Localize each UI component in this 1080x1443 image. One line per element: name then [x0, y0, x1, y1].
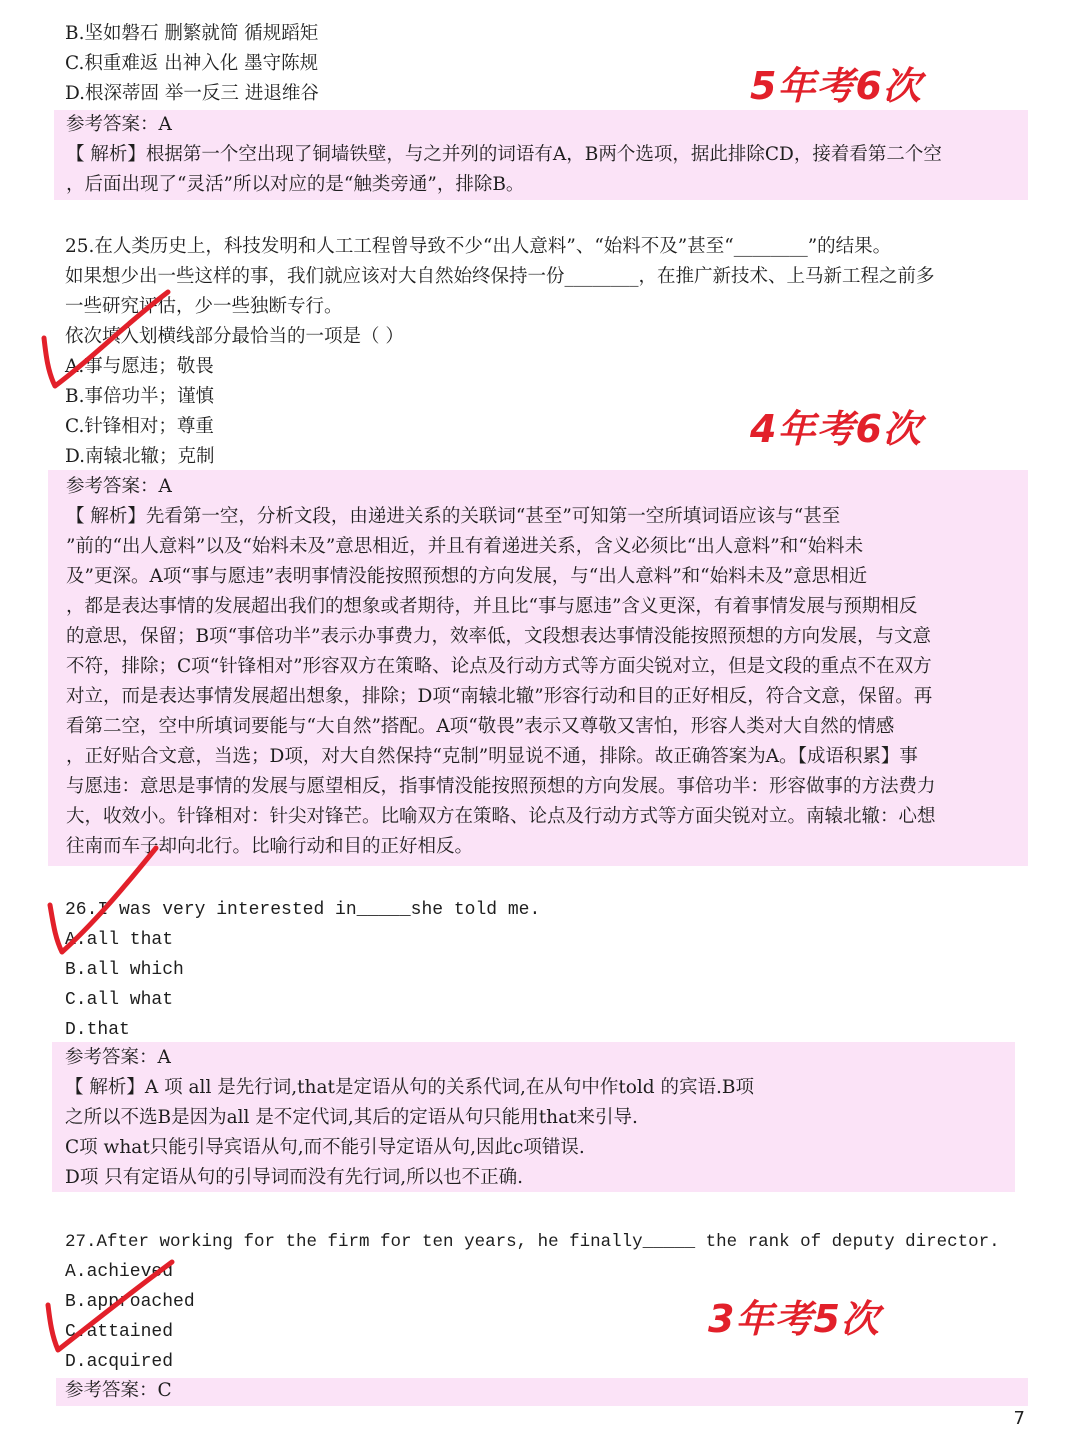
- q25-analysis-line: ，正好贴合文意，当选；D项，对大自然保持“克制”明显说不通，排除。故正确答案为A。【成语积累】事: [66, 746, 918, 767]
- q26-answer: 参考答案：A: [65, 1047, 171, 1068]
- q26-analysis-line: D项 只有定语从句的引导词而没有先行词,所以也不正确.: [65, 1167, 523, 1188]
- q27-option-d: D.acquired: [65, 1352, 174, 1372]
- q25-analysis-line: 不符，排除；C项“针锋相对”形容双方在策略、论点及行动方式等方面尖锐对立，但是文段的重点不在双方: [66, 656, 932, 677]
- q27-answer: 参考答案：C: [65, 1380, 172, 1401]
- q27-stem: 27.After working for the firm for ten years, he finally_____ the rank of deputy director.: [65, 1232, 1000, 1252]
- q24-analysis-line: 【 解析】根据第一个空出现了铜墙铁壁，与之并列的词语有A，B两个选项，据此排除CD，接着看第二个空: [66, 144, 942, 165]
- q25-analysis-line: ”前的“出人意料”以及“始料未及”意思相近，并且有着递进关系，含义必须比“出人意料”和“始料未: [66, 536, 864, 557]
- q24-analysis-line: ，后面出现了“灵活”所以对应的是“触类旁通”，排除B。: [66, 174, 525, 195]
- q25-analysis-line: 大，收效小。针锋相对：针尖对锋芒。比喻双方在策略、论点及行动方式等方面尖锐对立。南辕北辙：心想: [66, 806, 936, 827]
- q24-answer: 参考答案：A: [66, 114, 172, 135]
- q26-analysis-line: 【 解析】A 项 all 是先行词,that是定语从句的关系代词,在从句中作told 的宾语.B项: [65, 1077, 755, 1098]
- q26-stem: 26.I was very interested in_____she told me.: [65, 900, 541, 920]
- q25-stem-line: 如果想少出一些这样的事，我们就应该对大自然始终保持一份________，在推广新技术、上马新工程之前多: [65, 266, 935, 287]
- page-number: 7: [1013, 1408, 1025, 1429]
- q24-option-b: B.坚如磐石 删繁就简 循规蹈矩: [65, 23, 319, 44]
- q25-option-a: A.事与愿违；敬畏: [65, 356, 214, 377]
- q25-option-b: B.事倍功半；谨慎: [65, 386, 214, 407]
- q26-option-b: B.all which: [65, 960, 184, 980]
- q25-answer: 参考答案：A: [66, 476, 172, 497]
- q26-option-c: C.all what: [65, 990, 174, 1010]
- q25-analysis-line: 及”更深。A项“事与愿违”表明事情没能按照预想的方向发展，与“出人意料”和“始料未及”意思相近: [66, 566, 868, 587]
- q27-handwritten-annotation: 3年考5次: [708, 1297, 880, 1341]
- q25-instruction: 依次填入划横线部分最恰当的一项是（ ）: [65, 326, 404, 347]
- q25-handwritten-annotation: 4年考6次: [750, 407, 922, 451]
- q25-analysis-line: 看第二空，空中所填词要能与“大自然”搭配。A项“敬畏”表示又尊敬又害怕，形容人类对大自然的情感: [66, 716, 895, 737]
- q26-analysis-line: C项 what只能引导宾语从句,而不能引导定语从句,因此c项错误.: [65, 1137, 585, 1158]
- q25-option-c: C.针锋相对；尊重: [65, 416, 214, 437]
- q25-stem-line: 一些研究评估，少一些独断专行。: [65, 296, 343, 317]
- q24-option-c: C.积重难返 出神入化 墨守陈规: [65, 53, 319, 74]
- q25-analysis-line: 与愿违：意思是事情的发展与愿望相反，指事情没能按照预想的方向发展。事倍功半：形容做事的方法费力: [66, 776, 936, 797]
- q25-option-d: D.南辕北辙；克制: [65, 446, 215, 467]
- q25-stem-line: 25.在人类历史上，科技发明和人工工程曾导致不少“出人意料”、“始料不及”甚至“________”的结果。: [65, 236, 892, 257]
- q25-analysis-line: ，都是表达事情的发展超出我们的想象或者期待，并且比“事与愿违”含义更深，有着事情发展与预期相反: [66, 596, 918, 617]
- q25-analysis-line: 的意思，保留；B项“事倍功半”表示办事费力，效率低，文段想表达事情没能按照预想的方向发展，与文意: [66, 626, 932, 647]
- q27-option-a: A.achieved: [65, 1262, 174, 1282]
- q25-analysis-line: 往南而车子却向北行。比喻行动和目的正好相反。: [66, 836, 474, 857]
- q24-handwritten-annotation: 5年考6次: [750, 64, 922, 108]
- q27-option-c: C.attained: [65, 1322, 174, 1342]
- q25-analysis-line: 【 解析】先看第一空，分析文段，由递进关系的关联词“甚至”可知第一空所填词语应该与“甚至: [66, 506, 841, 527]
- q26-analysis-line: 之所以不选B是因为all 是不定代词,其后的定语从句只能用that来引导.: [65, 1107, 638, 1128]
- q26-option-d: D.that: [65, 1020, 130, 1040]
- q25-analysis-line: 对立，而是表达事情发展超出想象，排除；D项“南辕北辙”形容行动和目的正好相反，符合文意，保留。再: [66, 686, 933, 707]
- q24-option-d: D.根深蒂固 举一反三 进退维谷: [65, 83, 319, 104]
- q27-option-b: B.approached: [65, 1292, 195, 1312]
- q26-option-a: A.all that: [65, 930, 174, 950]
- q27-check-mark-icon: [48, 1262, 172, 1350]
- q25-check-mark-icon: [44, 292, 168, 386]
- q26-check-mark-icon: [50, 848, 156, 952]
